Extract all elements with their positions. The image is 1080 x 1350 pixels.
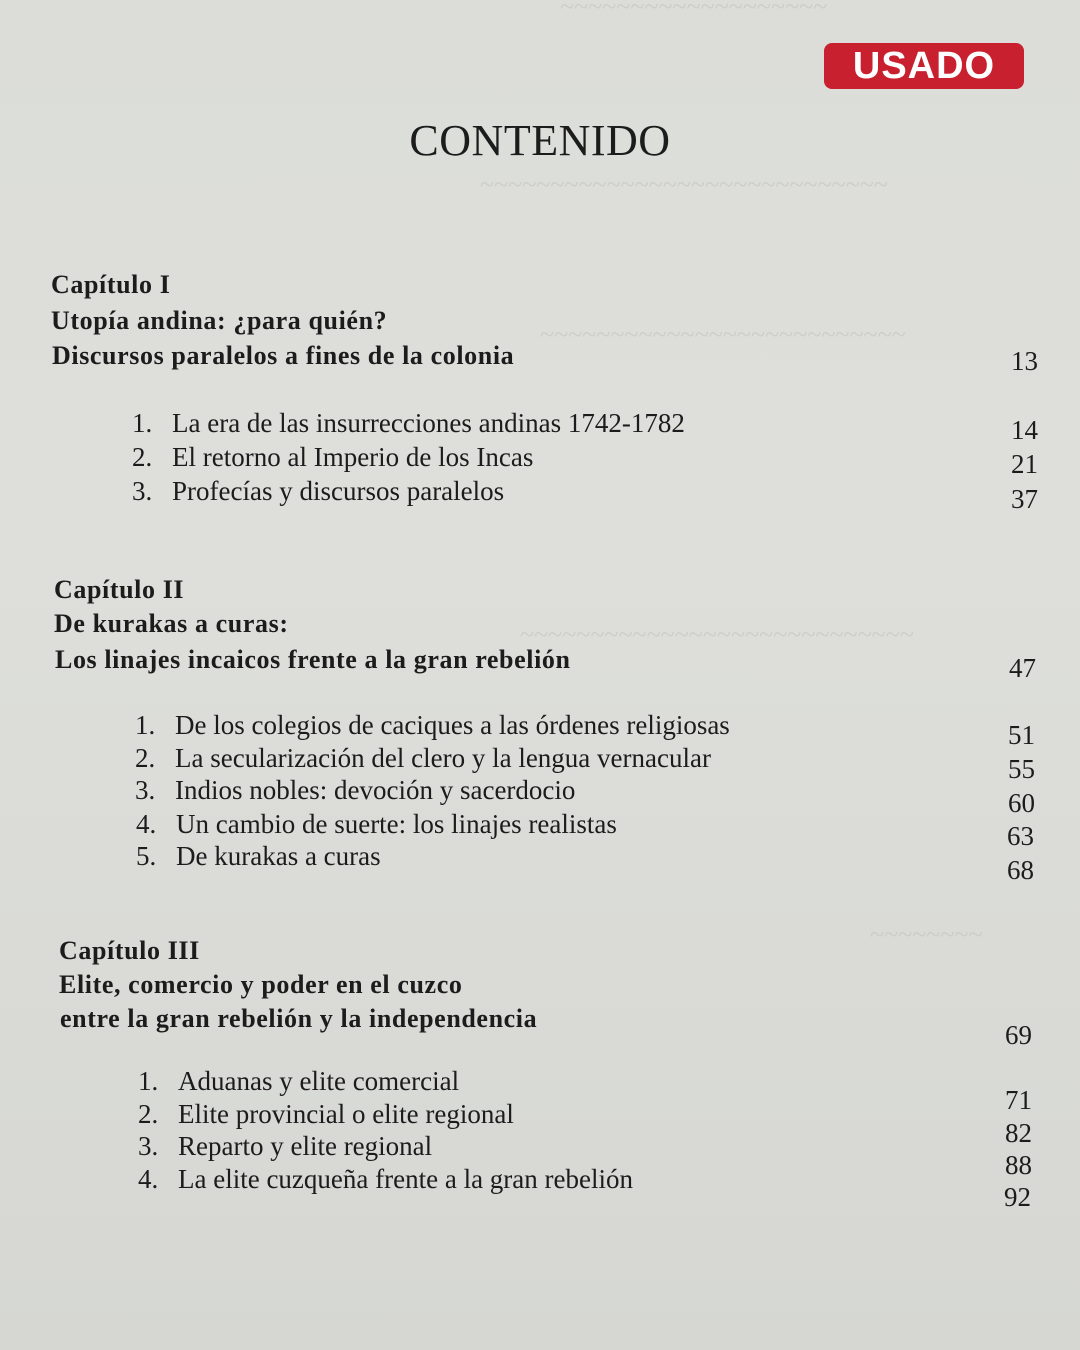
entry-number: 4. xyxy=(138,1164,159,1194)
entry-title: La secularización del clero y la lengua vernacular xyxy=(175,743,711,773)
chapter-3-page: 69 xyxy=(1005,1020,1032,1050)
toc-entry xyxy=(136,840,381,873)
toc-entry xyxy=(132,407,685,440)
entry-page: 37 xyxy=(1011,484,1038,514)
toc-entry xyxy=(138,1163,633,1196)
entry-number: 1. xyxy=(135,710,156,740)
toc-entry xyxy=(138,1098,514,1131)
entry-page: 68 xyxy=(1007,855,1034,885)
entry-title: Reparto y elite regional xyxy=(178,1131,433,1161)
entry-number: 3. xyxy=(132,476,153,506)
entry-number: 1. xyxy=(138,1066,159,1096)
toc-entry xyxy=(132,441,533,474)
chapter-2-page: 47 xyxy=(1009,653,1036,683)
show-through-text: ~~~~~~~~~~~~~~~~~~~~~~~~~~~~~ xyxy=(480,170,888,199)
chapter-1-title-line1: Utopía andina: ¿para quién? xyxy=(51,306,388,335)
entry-title: El retorno al Imperio de los Incas xyxy=(172,442,534,472)
show-through-text: ~~~~~~~~~~~~~~~~~~~ xyxy=(560,0,828,21)
entry-title: La era de las insurrecciones andinas 1742-1782 xyxy=(172,408,685,438)
toc-entry xyxy=(132,475,504,508)
chapter-2-label: Capítulo II xyxy=(54,575,185,604)
entry-number: 4. xyxy=(136,809,157,839)
entry-page: 88 xyxy=(1005,1150,1032,1180)
chapter-2-title-line2: Los linajes incaicos frente a la gran rebelión xyxy=(55,645,571,674)
show-through-text: ~~~~~~~~~~~~~~~~~~~~~~~~~~~~ xyxy=(520,620,914,649)
entry-page: 71 xyxy=(1005,1085,1032,1115)
entry-number: 2. xyxy=(138,1099,159,1129)
entry-title: De kurakas a curas xyxy=(176,841,381,871)
toc-entry xyxy=(135,709,730,742)
entry-title: Elite provincial o elite regional xyxy=(178,1099,514,1129)
entry-page: 51 xyxy=(1008,720,1035,750)
toc-entry xyxy=(138,1130,432,1163)
entry-number: 3. xyxy=(138,1131,159,1161)
entry-page: 82 xyxy=(1005,1118,1032,1148)
entry-number: 5. xyxy=(136,841,157,871)
page-title: CONTENIDO xyxy=(409,116,671,165)
chapter-3-title-line1: Elite, comercio y poder en el cuzco xyxy=(59,970,463,999)
entry-number: 1. xyxy=(132,408,153,438)
entry-page: 21 xyxy=(1011,449,1038,479)
entry-number: 3. xyxy=(135,775,156,805)
toc-entry xyxy=(138,1065,459,1098)
entry-title: De los colegios de caciques a las órdenes religiosas xyxy=(175,710,730,740)
chapter-2-title-line1: De kurakas a curas: xyxy=(54,609,289,638)
entry-title: La elite cuzqueña frente a la gran rebelión xyxy=(178,1164,633,1194)
entry-number: 2. xyxy=(135,743,156,773)
entry-title: Indios nobles: devoción y sacerdocio xyxy=(175,775,576,805)
chapter-3-title-line2: entre la gran rebelión y la independencia xyxy=(60,1004,538,1033)
chapter-3-label: Capítulo III xyxy=(59,936,200,965)
entry-page: 92 xyxy=(1004,1182,1031,1212)
toc-entry xyxy=(136,808,617,841)
entry-number: 2. xyxy=(132,442,153,472)
entry-title: Aduanas y elite comercial xyxy=(178,1066,460,1096)
entry-page: 60 xyxy=(1008,788,1035,818)
chapter-1-page: 13 xyxy=(1011,346,1038,376)
entry-title: Profecías y discursos paralelos xyxy=(172,476,505,506)
used-badge: USADO xyxy=(824,43,1024,89)
entry-page: 14 xyxy=(1011,415,1038,445)
entry-page: 55 xyxy=(1008,754,1035,784)
show-through-text: ~~~~~~~~ xyxy=(870,920,983,949)
show-through-text: ~~~~~~~~~~~~~~~~~~~~~~~~~~ xyxy=(540,320,906,349)
chapter-1-label: Capítulo I xyxy=(51,270,171,299)
entry-title: Un cambio de suerte: los linajes realistas xyxy=(176,809,617,839)
entry-page: 63 xyxy=(1007,821,1034,851)
toc-entry xyxy=(135,742,711,775)
toc-entry xyxy=(135,774,575,807)
chapter-1-title-line2: Discursos paralelos a fines de la colonia xyxy=(52,341,515,370)
